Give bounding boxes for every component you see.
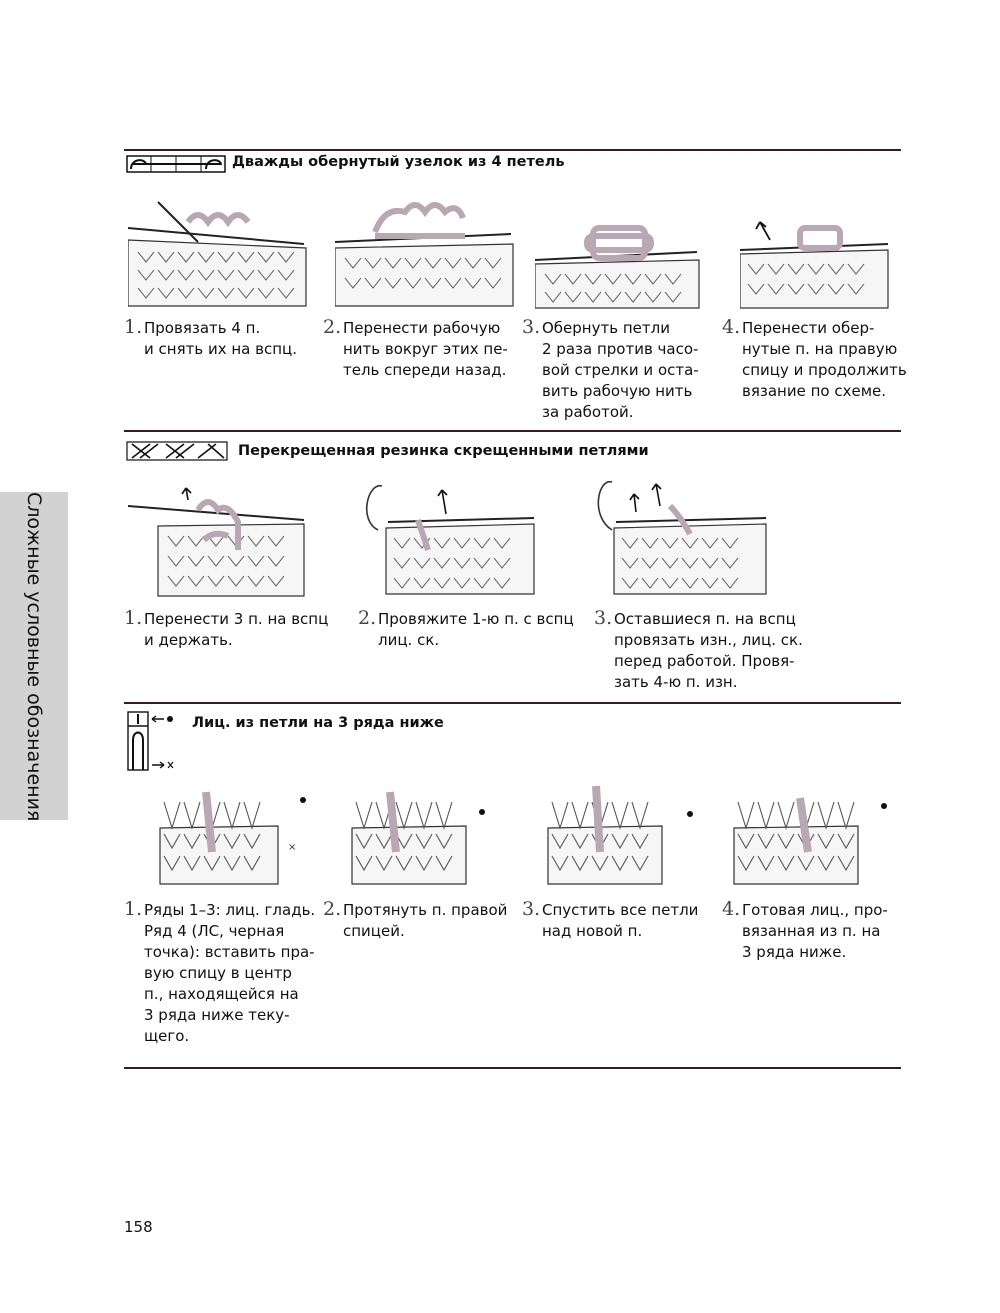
step: 3. Спустить все петли над новой п. [522,898,699,940]
step: 3. Обернуть петли 2 раза против часо- вой стрелки и оста- вить рабочую нить за работой. [522,316,699,421]
section-title: Дважды обернутый узелок из 4 петель [232,154,565,170]
wrap-4-stitches-chart-symbol-icon [126,155,226,173]
knitting-illustration [358,480,538,598]
step: 2. Перенести рабочую нить вокруг этих пе- тель спереди назад. [323,316,508,379]
step: 2. Протянуть п. правой спицей. [323,898,508,940]
step: 3. Оставшиеся п. на вспц провязать изн., лиц. ск. перед работой. Провя- зать 4-ю п. изн. [594,607,803,691]
step: 1. Перенести 3 п. на вспц и держать. [124,607,329,649]
knitting-illustration [150,772,310,888]
knitting-illustration [590,476,770,598]
knitting-illustration [128,480,308,600]
section-rule [124,149,901,151]
crossed-rib-chart-symbol-icon [126,440,228,462]
side-tab-label: Сложные условные обозначения [23,492,45,822]
knitting-illustration [538,772,698,888]
knitting-illustration [335,192,515,310]
page-number: 158 [124,1218,153,1236]
knitting-illustration [128,192,308,310]
step: 1. Провязать 4 п. и снять их на вспц. [124,316,297,358]
knitting-illustration [342,772,492,888]
section-rule [124,430,901,432]
svg-text:×: × [288,842,297,853]
knitting-illustration [740,210,890,310]
step: 4. Перенести обер- нутые п. на правую спицу и продолжить вязание по схеме. [722,316,907,400]
section-title: Перекрещенная резинка скрещенными петлями [238,443,649,459]
knit-below-chart-symbol-icon [124,710,184,774]
step: 1. Ряды 1–3: лиц. гладь. Ряд 4 (ЛС, черная точка): вставить пра- вую спицу в центр п., находящейся на 3 ряда ниже теку- щего. [124,898,316,1045]
section-title: Лиц. из петли на 3 ряда ниже [192,715,444,731]
knitting-illustration [535,208,700,310]
step: 2. Провяжите 1-ю п. с вспц лиц. ск. [358,607,574,649]
section-rule [124,702,901,704]
bottom-rule [124,1067,901,1069]
step: 4. Готовая лиц., про- вязанная из п. на 3 ряда ниже. [722,898,888,961]
knitting-illustration [724,772,894,888]
